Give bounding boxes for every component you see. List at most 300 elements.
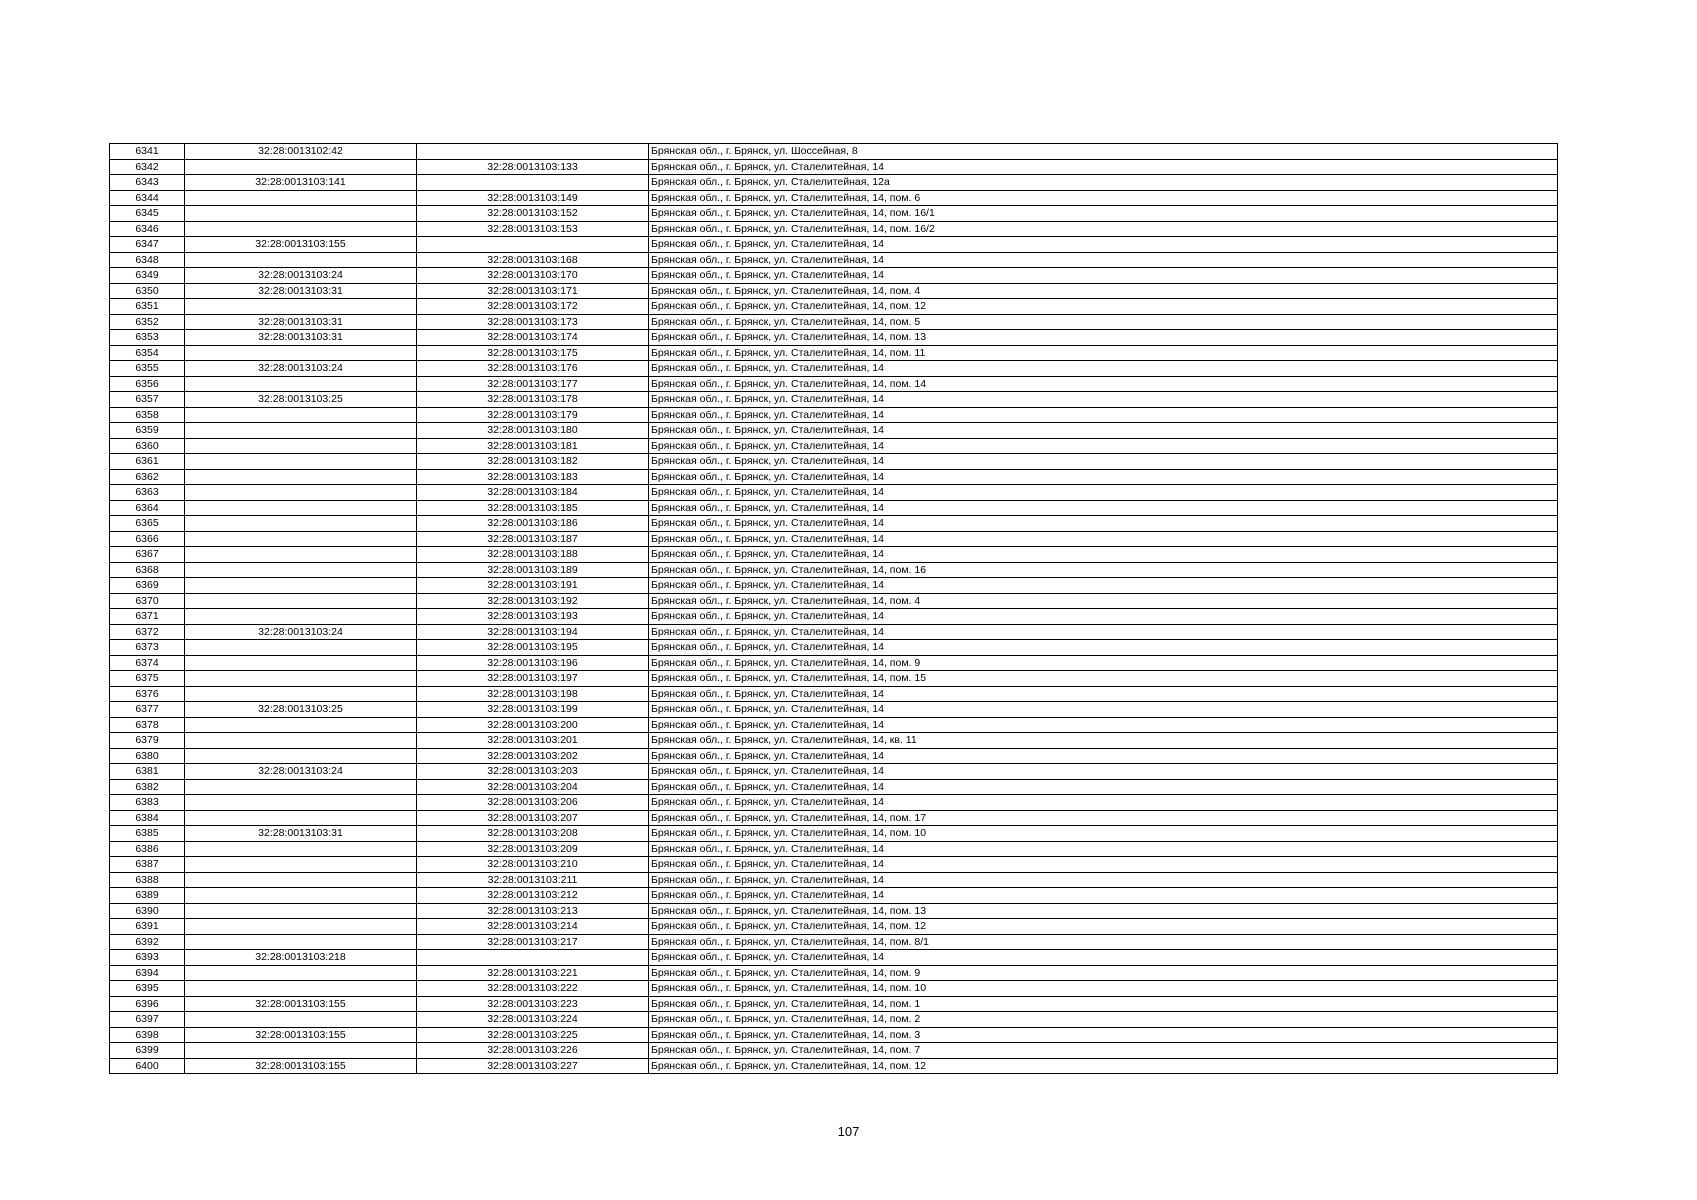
parent-cadastral-number: [185, 221, 417, 237]
parent-cadastral-number: [185, 717, 417, 733]
row-number: 6382: [110, 779, 185, 795]
parent-cadastral-number: 32:28:0013103:31: [185, 314, 417, 330]
address: Брянская обл., г. Брянск, ул. Сталелитейная, 14, пом. 10: [649, 981, 1558, 997]
row-number: 6366: [110, 531, 185, 547]
parent-cadastral-number: [185, 469, 417, 485]
address: Брянская обл., г. Брянск, ул. Сталелитейная, 14: [649, 485, 1558, 501]
table-row: [110, 190, 1558, 206]
parent-cadastral-number: [185, 547, 417, 563]
parent-cadastral-number: [185, 609, 417, 625]
table-row: [110, 1027, 1558, 1043]
address: Брянская обл., г. Брянск, ул. Сталелитейная, 14: [649, 717, 1558, 733]
parent-cadastral-number: 32:28:0013103:24: [185, 764, 417, 780]
row-number: 6375: [110, 671, 185, 687]
registry-table: [109, 143, 1558, 1074]
row-number: 6355: [110, 361, 185, 377]
address: Брянская обл., г. Брянск, ул. Сталелитейная, 14, пом. 8/1: [649, 934, 1558, 950]
address: Брянская обл., г. Брянск, ул. Сталелитейная, 14: [649, 872, 1558, 888]
address: Брянская обл., г. Брянск, ул. Сталелитейная, 14, пом. 13: [649, 330, 1558, 346]
parent-cadastral-number: [185, 407, 417, 423]
cadastral-number: 32:28:0013103:203: [417, 764, 649, 780]
table-row: [110, 562, 1558, 578]
row-number: 6393: [110, 950, 185, 966]
cadastral-number: 32:28:0013103:195: [417, 640, 649, 656]
cadastral-number: 32:28:0013103:194: [417, 624, 649, 640]
parent-cadastral-number: 32:28:0013103:24: [185, 268, 417, 284]
row-number: 6367: [110, 547, 185, 563]
row-number: 6389: [110, 888, 185, 904]
table-row: [110, 733, 1558, 749]
row-number: 6357: [110, 392, 185, 408]
address: Брянская обл., г. Брянск, ул. Сталелитейная, 14, пом. 13: [649, 903, 1558, 919]
table-row: [110, 376, 1558, 392]
row-number: 6396: [110, 996, 185, 1012]
address: Брянская обл., г. Брянск, ул. Сталелитейная, 14: [649, 392, 1558, 408]
cadastral-number: 32:28:0013103:221: [417, 965, 649, 981]
parent-cadastral-number: [185, 655, 417, 671]
cadastral-number: 32:28:0013103:181: [417, 438, 649, 454]
row-number: 6350: [110, 283, 185, 299]
cadastral-number: [417, 144, 649, 160]
table-row: [110, 795, 1558, 811]
address: Брянская обл., г. Брянск, ул. Сталелитейная, 14: [649, 516, 1558, 532]
address: Брянская обл., г. Брянск, ул. Сталелитейная, 14, пом. 15: [649, 671, 1558, 687]
address: Брянская обл., г. Брянск, ул. Сталелитейная, 14: [649, 748, 1558, 764]
address: Брянская обл., г. Брянск, ул. Сталелитейная, 14: [649, 779, 1558, 795]
address: Брянская обл., г. Брянск, ул. Сталелитейная, 14: [649, 361, 1558, 377]
row-number: 6385: [110, 826, 185, 842]
table-row: [110, 996, 1558, 1012]
address: Брянская обл., г. Брянск, ул. Сталелитейная, 14: [649, 438, 1558, 454]
address: Брянская обл., г. Брянск, ул. Сталелитейная, 14, пом. 12: [649, 1058, 1558, 1074]
cadastral-number: 32:28:0013103:223: [417, 996, 649, 1012]
cadastral-number: 32:28:0013103:191: [417, 578, 649, 594]
address: Брянская обл., г. Брянск, ул. Сталелитейная, 14, пом. 16: [649, 562, 1558, 578]
address: Брянская обл., г. Брянск, ул. Сталелитейная, 14: [649, 237, 1558, 253]
table-row: [110, 655, 1558, 671]
table-row: [110, 268, 1558, 284]
table-row: [110, 593, 1558, 609]
table-row: [110, 144, 1558, 160]
table-row: [110, 361, 1558, 377]
cadastral-number: 32:28:0013103:200: [417, 717, 649, 733]
parent-cadastral-number: [185, 500, 417, 516]
table-row: [110, 981, 1558, 997]
table-row: [110, 330, 1558, 346]
cadastral-number: 32:28:0013103:171: [417, 283, 649, 299]
cadastral-number: 32:28:0013103:210: [417, 857, 649, 873]
parent-cadastral-number: [185, 252, 417, 268]
row-number: 6373: [110, 640, 185, 656]
row-number: 6349: [110, 268, 185, 284]
parent-cadastral-number: 32:28:0013103:155: [185, 1058, 417, 1074]
table-row: [110, 516, 1558, 532]
address: Брянская обл., г. Брянск, ул. Сталелитейная, 14, пом. 10: [649, 826, 1558, 842]
row-number: 6352: [110, 314, 185, 330]
cadastral-number: 32:28:0013103:214: [417, 919, 649, 935]
cadastral-number: 32:28:0013103:173: [417, 314, 649, 330]
table-row: [110, 717, 1558, 733]
address: Брянская обл., г. Брянск, ул. Сталелитейная, 14: [649, 500, 1558, 516]
cadastral-number: 32:28:0013103:176: [417, 361, 649, 377]
row-number: 6359: [110, 423, 185, 439]
row-number: 6369: [110, 578, 185, 594]
parent-cadastral-number: [185, 841, 417, 857]
parent-cadastral-number: [185, 671, 417, 687]
row-number: 6341: [110, 144, 185, 160]
table-row: [110, 702, 1558, 718]
parent-cadastral-number: 32:28:0013103:25: [185, 702, 417, 718]
cadastral-number: 32:28:0013103:226: [417, 1043, 649, 1059]
row-number: 6362: [110, 469, 185, 485]
parent-cadastral-number: [185, 640, 417, 656]
parent-cadastral-number: [185, 779, 417, 795]
cadastral-number: 32:28:0013103:224: [417, 1012, 649, 1028]
row-number: 6394: [110, 965, 185, 981]
table-row: [110, 888, 1558, 904]
parent-cadastral-number: [185, 516, 417, 532]
parent-cadastral-number: [185, 578, 417, 594]
cadastral-number: 32:28:0013103:185: [417, 500, 649, 516]
cadastral-number: 32:28:0013103:193: [417, 609, 649, 625]
parent-cadastral-number: [185, 376, 417, 392]
table-row: [110, 640, 1558, 656]
parent-cadastral-number: [185, 438, 417, 454]
table-row: [110, 872, 1558, 888]
cadastral-number: 32:28:0013103:192: [417, 593, 649, 609]
table-row: [110, 965, 1558, 981]
parent-cadastral-number: [185, 485, 417, 501]
table-row: [110, 578, 1558, 594]
table-row: [110, 299, 1558, 315]
cadastral-number: 32:28:0013103:211: [417, 872, 649, 888]
table-row: [110, 748, 1558, 764]
row-number: 6384: [110, 810, 185, 826]
parent-cadastral-number: [185, 857, 417, 873]
row-number: 6381: [110, 764, 185, 780]
table-row: [110, 671, 1558, 687]
address: Брянская обл., г. Брянск, ул. Сталелитейная, 14: [649, 252, 1558, 268]
parent-cadastral-number: 32:28:0013103:155: [185, 996, 417, 1012]
table-row: [110, 159, 1558, 175]
row-number: 6348: [110, 252, 185, 268]
page-number: 107: [837, 1124, 860, 1139]
address: Брянская обл., г. Брянск, ул. Сталелитейная, 14, пом. 6: [649, 190, 1558, 206]
cadastral-number: 32:28:0013103:204: [417, 779, 649, 795]
table-row: [110, 469, 1558, 485]
parent-cadastral-number: [185, 1043, 417, 1059]
address: Брянская обл., г. Брянск, ул. Сталелитейная, 14: [649, 454, 1558, 470]
table-row: [110, 934, 1558, 950]
parent-cadastral-number: [185, 733, 417, 749]
table-row: [110, 423, 1558, 439]
address: Брянская обл., г. Брянск, ул. Сталелитейная, 14: [649, 609, 1558, 625]
row-number: 6380: [110, 748, 185, 764]
address: Брянская обл., г. Брянск, ул. Сталелитейная, 14: [649, 469, 1558, 485]
row-number: 6346: [110, 221, 185, 237]
parent-cadastral-number: [185, 299, 417, 315]
row-number: 6345: [110, 206, 185, 222]
cadastral-number: 32:28:0013103:206: [417, 795, 649, 811]
cadastral-number: 32:28:0013103:180: [417, 423, 649, 439]
table-row: [110, 206, 1558, 222]
address: Брянская обл., г. Брянск, ул. Сталелитейная, 14, пом. 12: [649, 299, 1558, 315]
row-number: 6356: [110, 376, 185, 392]
parent-cadastral-number: 32:28:0013103:31: [185, 826, 417, 842]
row-number: 6364: [110, 500, 185, 516]
row-number: 6377: [110, 702, 185, 718]
cadastral-number: 32:28:0013103:152: [417, 206, 649, 222]
row-number: 6370: [110, 593, 185, 609]
cadastral-number: [417, 950, 649, 966]
address: Брянская обл., г. Брянск, ул. Сталелитейная, 14, пом. 2: [649, 1012, 1558, 1028]
address: Брянская обл., г. Брянск, ул. Шоссейная, 8: [649, 144, 1558, 160]
parent-cadastral-number: 32:28:0013103:155: [185, 1027, 417, 1043]
parent-cadastral-number: 32:28:0013103:141: [185, 175, 417, 191]
row-number: 6363: [110, 485, 185, 501]
row-number: 6399: [110, 1043, 185, 1059]
cadastral-number: [417, 237, 649, 253]
parent-cadastral-number: [185, 531, 417, 547]
table-row: [110, 841, 1558, 857]
cadastral-number: 32:28:0013103:177: [417, 376, 649, 392]
address: Брянская обл., г. Брянск, ул. Сталелитейная, 14, пом. 16/2: [649, 221, 1558, 237]
parent-cadastral-number: [185, 686, 417, 702]
table-row: [110, 454, 1558, 470]
parent-cadastral-number: [185, 190, 417, 206]
cadastral-number: 32:28:0013103:199: [417, 702, 649, 718]
table-row: [110, 919, 1558, 935]
parent-cadastral-number: [185, 206, 417, 222]
cadastral-number: 32:28:0013103:133: [417, 159, 649, 175]
row-number: 6365: [110, 516, 185, 532]
row-number: 6354: [110, 345, 185, 361]
address: Брянская обл., г. Брянск, ул. Сталелитейная, 14: [649, 159, 1558, 175]
parent-cadastral-number: [185, 159, 417, 175]
cadastral-number: 32:28:0013103:202: [417, 748, 649, 764]
parent-cadastral-number: [185, 810, 417, 826]
parent-cadastral-number: [185, 934, 417, 950]
table-row: [110, 252, 1558, 268]
table-row: [110, 407, 1558, 423]
cadastral-number: 32:28:0013103:227: [417, 1058, 649, 1074]
row-number: 6395: [110, 981, 185, 997]
table-row: [110, 609, 1558, 625]
address: Брянская обл., г. Брянск, ул. Сталелитейная, 14, пом. 12: [649, 919, 1558, 935]
table-row: [110, 392, 1558, 408]
address: Брянская обл., г. Брянск, ул. Сталелитейная, 14: [649, 702, 1558, 718]
cadastral-number: 32:28:0013103:184: [417, 485, 649, 501]
parent-cadastral-number: [185, 965, 417, 981]
address: Брянская обл., г. Брянск, ул. Сталелитейная, 14: [649, 857, 1558, 873]
row-number: 6372: [110, 624, 185, 640]
cadastral-number: 32:28:0013103:149: [417, 190, 649, 206]
table-row: [110, 903, 1558, 919]
address: Брянская обл., г. Брянск, ул. Сталелитейная, 14, кв. 11: [649, 733, 1558, 749]
row-number: 6383: [110, 795, 185, 811]
parent-cadastral-number: [185, 903, 417, 919]
row-number: 6390: [110, 903, 185, 919]
cadastral-number: 32:28:0013103:168: [417, 252, 649, 268]
parent-cadastral-number: [185, 919, 417, 935]
cadastral-number: 32:28:0013103:209: [417, 841, 649, 857]
row-number: 6351: [110, 299, 185, 315]
address: Брянская обл., г. Брянск, ул. Сталелитейная, 14, пом. 5: [649, 314, 1558, 330]
address: Брянская обл., г. Брянск, ул. Сталелитейная, 14: [649, 547, 1558, 563]
table-row: [110, 237, 1558, 253]
parent-cadastral-number: [185, 454, 417, 470]
address: Брянская обл., г. Брянск, ул. Сталелитейная, 14, пом. 4: [649, 593, 1558, 609]
table-row: [110, 826, 1558, 842]
address: Брянская обл., г. Брянск, ул. Сталелитейная, 14: [649, 764, 1558, 780]
table-row: [110, 547, 1558, 563]
table-row: [110, 624, 1558, 640]
parent-cadastral-number: [185, 795, 417, 811]
cadastral-number: 32:28:0013103:198: [417, 686, 649, 702]
parent-cadastral-number: [185, 1012, 417, 1028]
cadastral-number: 32:28:0013103:188: [417, 547, 649, 563]
table-row: [110, 314, 1558, 330]
parent-cadastral-number: 32:28:0013103:24: [185, 361, 417, 377]
cadastral-number: 32:28:0013103:207: [417, 810, 649, 826]
cadastral-number: 32:28:0013103:208: [417, 826, 649, 842]
row-number: 6343: [110, 175, 185, 191]
parent-cadastral-number: [185, 888, 417, 904]
cadastral-number: 32:28:0013103:170: [417, 268, 649, 284]
table-row: [110, 500, 1558, 516]
table-row: [110, 764, 1558, 780]
parent-cadastral-number: [185, 423, 417, 439]
address: Брянская обл., г. Брянск, ул. Сталелитейная, 14: [649, 407, 1558, 423]
cadastral-number: 32:28:0013103:201: [417, 733, 649, 749]
cadastral-number: 32:28:0013103:178: [417, 392, 649, 408]
cadastral-number: 32:28:0013103:197: [417, 671, 649, 687]
address: Брянская обл., г. Брянск, ул. Сталелитейная, 12а: [649, 175, 1558, 191]
row-number: 6388: [110, 872, 185, 888]
table-row: [110, 950, 1558, 966]
table-row: [110, 221, 1558, 237]
address: Брянская обл., г. Брянск, ул. Сталелитейная, 14, пом. 16/1: [649, 206, 1558, 222]
address: Брянская обл., г. Брянск, ул. Сталелитейная, 14, пом. 9: [649, 655, 1558, 671]
cadastral-number: 32:28:0013103:175: [417, 345, 649, 361]
address: Брянская обл., г. Брянск, ул. Сталелитейная, 14, пом. 14: [649, 376, 1558, 392]
row-number: 6397: [110, 1012, 185, 1028]
address: Брянская обл., г. Брянск, ул. Сталелитейная, 14, пом. 17: [649, 810, 1558, 826]
cadastral-number: 32:28:0013103:225: [417, 1027, 649, 1043]
address: Брянская обл., г. Брянск, ул. Сталелитейная, 14: [649, 888, 1558, 904]
parent-cadastral-number: 32:28:0013103:31: [185, 283, 417, 299]
row-number: 6371: [110, 609, 185, 625]
cadastral-number: 32:28:0013103:183: [417, 469, 649, 485]
parent-cadastral-number: 32:28:0013103:155: [185, 237, 417, 253]
address: Брянская обл., г. Брянск, ул. Сталелитейная, 14: [649, 423, 1558, 439]
table-row: [110, 779, 1558, 795]
row-number: 6400: [110, 1058, 185, 1074]
cadastral-number: 32:28:0013103:222: [417, 981, 649, 997]
row-number: 6391: [110, 919, 185, 935]
row-number: 6358: [110, 407, 185, 423]
table-row: [110, 810, 1558, 826]
table-row: [110, 283, 1558, 299]
address: Брянская обл., г. Брянск, ул. Сталелитейная, 14: [649, 640, 1558, 656]
parent-cadastral-number: 32:28:0013102:42: [185, 144, 417, 160]
address: Брянская обл., г. Брянск, ул. Сталелитейная, 14: [649, 841, 1558, 857]
cadastral-number: 32:28:0013103:174: [417, 330, 649, 346]
address: Брянская обл., г. Брянск, ул. Сталелитейная, 14: [649, 578, 1558, 594]
cadastral-number: 32:28:0013103:217: [417, 934, 649, 950]
address: Брянская обл., г. Брянск, ул. Сталелитейная, 14: [649, 950, 1558, 966]
cadastral-number: 32:28:0013103:213: [417, 903, 649, 919]
cadastral-number: 32:28:0013103:153: [417, 221, 649, 237]
table-row: [110, 175, 1558, 191]
table-row: [110, 686, 1558, 702]
row-number: 6376: [110, 686, 185, 702]
address: Брянская обл., г. Брянск, ул. Сталелитейная, 14, пом. 4: [649, 283, 1558, 299]
table-row: [110, 531, 1558, 547]
parent-cadastral-number: 32:28:0013103:24: [185, 624, 417, 640]
row-number: 6386: [110, 841, 185, 857]
table-row: [110, 1058, 1558, 1074]
parent-cadastral-number: [185, 981, 417, 997]
row-number: 6361: [110, 454, 185, 470]
address: Брянская обл., г. Брянск, ул. Сталелитейная, 14, пом. 1: [649, 996, 1558, 1012]
cadastral-number: 32:28:0013103:196: [417, 655, 649, 671]
parent-cadastral-number: [185, 562, 417, 578]
parent-cadastral-number: 32:28:0013103:218: [185, 950, 417, 966]
parent-cadastral-number: 32:28:0013103:25: [185, 392, 417, 408]
row-number: 6353: [110, 330, 185, 346]
cadastral-number: 32:28:0013103:212: [417, 888, 649, 904]
row-number: 6344: [110, 190, 185, 206]
row-number: 6379: [110, 733, 185, 749]
address: Брянская обл., г. Брянск, ул. Сталелитейная, 14, пом. 9: [649, 965, 1558, 981]
table-row: [110, 1012, 1558, 1028]
cadastral-number: 32:28:0013103:182: [417, 454, 649, 470]
row-number: 6387: [110, 857, 185, 873]
row-number: 6374: [110, 655, 185, 671]
row-number: 6378: [110, 717, 185, 733]
cadastral-number: [417, 175, 649, 191]
cadastral-number: 32:28:0013103:186: [417, 516, 649, 532]
table-row: [110, 857, 1558, 873]
cadastral-number: 32:28:0013103:179: [417, 407, 649, 423]
table-row: [110, 485, 1558, 501]
table-row: [110, 1043, 1558, 1059]
address: Брянская обл., г. Брянск, ул. Сталелитейная, 14: [649, 795, 1558, 811]
address: Брянская обл., г. Брянск, ул. Сталелитейная, 14: [649, 531, 1558, 547]
row-number: 6342: [110, 159, 185, 175]
table-row: [110, 438, 1558, 454]
address: Брянская обл., г. Брянск, ул. Сталелитейная, 14, пом. 3: [649, 1027, 1558, 1043]
cadastral-number: 32:28:0013103:172: [417, 299, 649, 315]
cadastral-number: 32:28:0013103:189: [417, 562, 649, 578]
cadastral-number: 32:28:0013103:187: [417, 531, 649, 547]
address: Брянская обл., г. Брянск, ул. Сталелитейная, 14, пом. 11: [649, 345, 1558, 361]
table-row: [110, 345, 1558, 361]
parent-cadastral-number: 32:28:0013103:31: [185, 330, 417, 346]
registry-body: [110, 144, 1558, 1074]
row-number: 6368: [110, 562, 185, 578]
address: Брянская обл., г. Брянск, ул. Сталелитейная, 14: [649, 624, 1558, 640]
parent-cadastral-number: [185, 748, 417, 764]
parent-cadastral-number: [185, 345, 417, 361]
address: Брянская обл., г. Брянск, ул. Сталелитейная, 14, пом. 7: [649, 1043, 1558, 1059]
parent-cadastral-number: [185, 593, 417, 609]
row-number: 6360: [110, 438, 185, 454]
row-number: 6347: [110, 237, 185, 253]
address: Брянская обл., г. Брянск, ул. Сталелитейная, 14: [649, 686, 1558, 702]
parent-cadastral-number: [185, 872, 417, 888]
